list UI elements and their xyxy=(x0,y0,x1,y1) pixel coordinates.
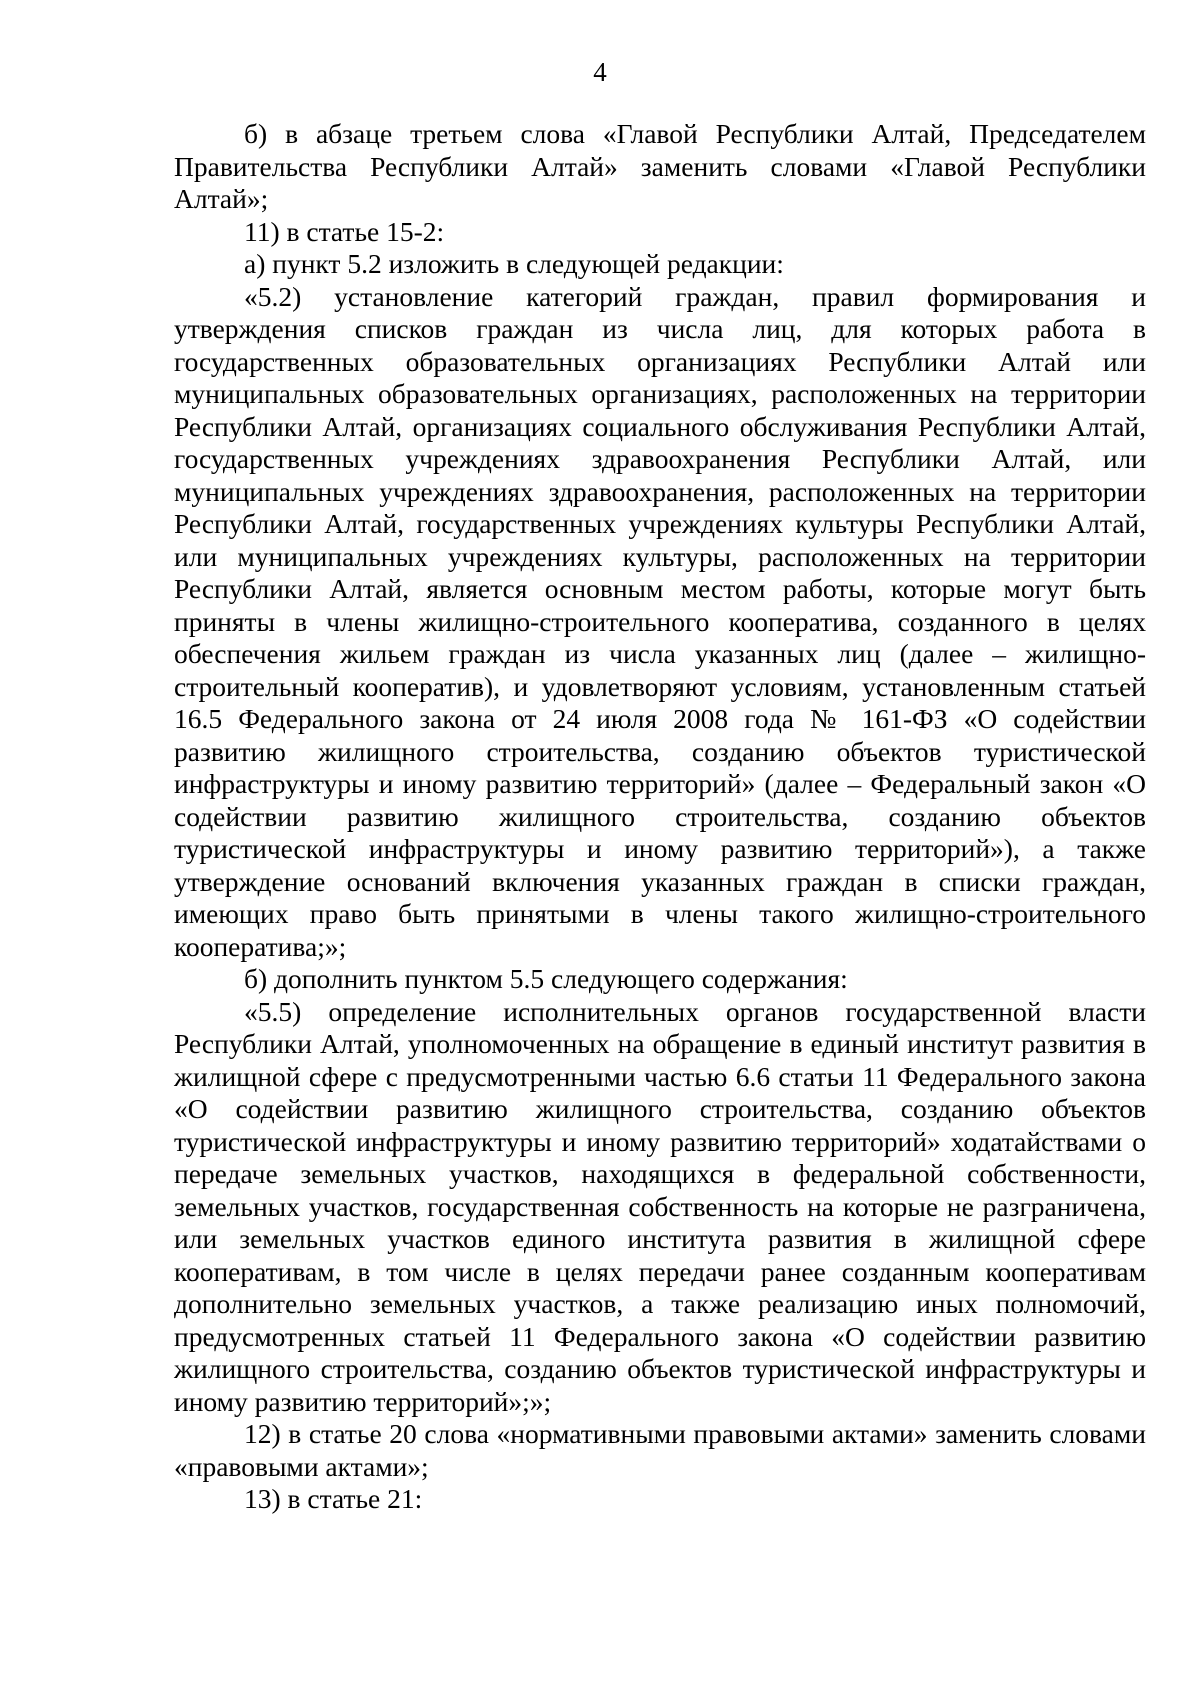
paragraph: 13) в статье 21: xyxy=(244,1483,423,1514)
paragraph: «5.5) определение исполнительных органов государственной власти Республики Алтай, уполномоченных на обращение в единый институт развития в жилищной сфере с предусмотренными частью 6.6 статьи 11 Федерального закона «О содействии развитию жилищного строительства, созданию объектов туристической инфраструктуры и иному развитию территорий» ходатайствами о передаче земельных участков, находящихся в федеральной собственности, земельных участков, государственная собственность на которые не разграничена, или земельных участков единого института развития в жилищной сфере кооперативам, в том числе в целях передачи ранее созданным кооперативам дополнительно земельных участков, а также реализацию иных полномочий, предусмотренных статьей 11 Федерального закона «О содействии развитию жилищного строительства, созданию объектов туристической инфраструктуры и иному развитию территорий»;»; xyxy=(174,995,1146,1417)
paragraph: 11) в статье 15-2: xyxy=(244,215,445,247)
document-body xyxy=(174,118,1146,1516)
paragraph: «5.2) установление категорий граждан, правил формирования и утверждения списков граждан из числа лиц, для которых работа в государственных образовательных организациях Республики Алтай или муниципальных образовательных организациях, расположенных на территории Республики Алтай, организациях социального обслуживания Республики Алтай, государственных учреждениях здравоохранения Республики Алтай, или муниципальных учреждениях здравоохранения, расположенных на территории Республики Алтай, государственных учреждениях культуры Республики Алтай, или муниципальных учреждениях культуры, расположенных на территории Республики Алтай, является основным местом работы, которые могут быть приняты в члены жилищно-строительного кооператива, созданного в целях обеспечения жильем граждан из числа указанных лиц (далее – жилищно-строительный кооператив), и удовлетворяют условиям, установленным статьей 16.5 Федерального закона от 24 июля 2008 года № 161-ФЗ «О содействии развитию жилищного строительства, созданию объектов туристической инфраструктуры и иному развитию территорий» (далее – Федеральный закон «О содействии развитию жилищного строительства, созданию объектов туристической инфраструктуры и иному развитию территорий»), а также утверждение оснований включения указанных граждан в списки граждан, имеющих право быть принятыми в члены такого жилищно-строительного кооператива;»; xyxy=(174,280,1146,962)
page-number: 4 xyxy=(593,57,607,87)
paragraph: 12) в статье 20 слова «нормативными правовыми актами» заменить словами «правовыми актами»; xyxy=(174,1418,1146,1482)
paragraph: а) пункт 5.2 изложить в следующей редакции: xyxy=(244,248,784,279)
paragraph: б) в абзаце третьем слова «Главой Республики Алтай, Председателем Правительства Республики Алтай» заменить словами «Главой Республики Алтай»; xyxy=(174,118,1146,214)
paragraph: б) дополнить пунктом 5.5 следующего содержания: xyxy=(244,963,848,994)
